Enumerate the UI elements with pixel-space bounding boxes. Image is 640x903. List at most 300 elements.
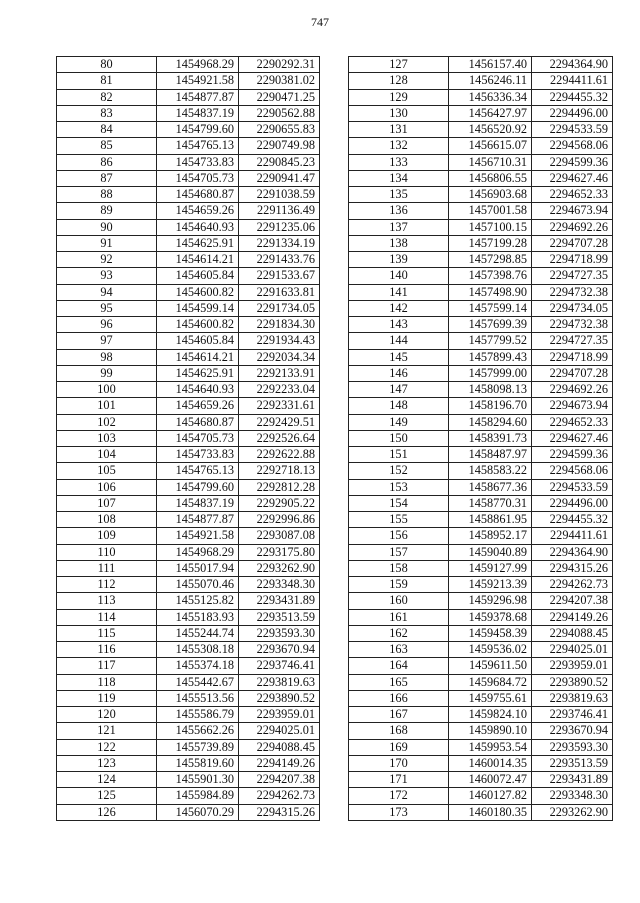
y-coordinate-cell: 2294533.59 xyxy=(532,122,613,138)
x-coordinate-cell: 1455125.82 xyxy=(157,593,239,609)
x-coordinate-cell: 1454605.84 xyxy=(157,268,239,284)
y-coordinate-cell: 2291038.59 xyxy=(239,187,320,203)
y-coordinate-cell: 2294727.35 xyxy=(532,333,613,349)
y-coordinate-cell: 2293890.52 xyxy=(532,674,613,690)
table-row xyxy=(57,398,320,414)
table-row xyxy=(349,772,613,788)
y-coordinate-cell: 2294718.99 xyxy=(532,252,613,268)
y-coordinate-cell: 2294411.61 xyxy=(532,528,613,544)
table-row xyxy=(349,707,613,723)
x-coordinate-cell: 1454705.73 xyxy=(157,170,239,186)
x-coordinate-cell: 1454680.87 xyxy=(157,414,239,430)
table-row xyxy=(349,73,613,89)
y-coordinate-cell: 2292526.64 xyxy=(239,430,320,446)
x-coordinate-cell: 1459824.10 xyxy=(449,707,532,723)
table-row xyxy=(349,382,613,398)
table-row xyxy=(57,73,320,89)
x-coordinate-cell: 1457298.85 xyxy=(449,252,532,268)
table-row xyxy=(57,284,320,300)
y-coordinate-cell: 2293348.30 xyxy=(239,577,320,593)
x-coordinate-cell: 1454659.26 xyxy=(157,398,239,414)
point-number-cell: 154 xyxy=(349,495,449,511)
x-coordinate-cell: 1455586.79 xyxy=(157,707,239,723)
y-coordinate-cell: 2294652.33 xyxy=(532,187,613,203)
x-coordinate-cell: 1454877.87 xyxy=(157,89,239,105)
point-number-cell: 162 xyxy=(349,625,449,641)
y-coordinate-cell: 2294599.36 xyxy=(532,154,613,170)
y-coordinate-cell: 2291633.81 xyxy=(239,284,320,300)
x-coordinate-cell: 1459755.61 xyxy=(449,690,532,706)
y-coordinate-cell: 2290292.31 xyxy=(239,57,320,73)
y-coordinate-cell: 2294411.61 xyxy=(532,73,613,89)
table-row xyxy=(349,122,613,138)
y-coordinate-cell: 2292718.13 xyxy=(239,463,320,479)
x-coordinate-cell: 1457199.28 xyxy=(449,235,532,251)
point-number-cell: 107 xyxy=(57,495,157,511)
table-row xyxy=(57,382,320,398)
table-row xyxy=(57,187,320,203)
table-row xyxy=(349,642,613,658)
point-number-cell: 101 xyxy=(57,398,157,414)
table-row xyxy=(349,544,613,560)
x-coordinate-cell: 1455662.26 xyxy=(157,723,239,739)
point-number-cell: 155 xyxy=(349,512,449,528)
y-coordinate-cell: 2290471.25 xyxy=(239,89,320,105)
y-coordinate-cell: 2293890.52 xyxy=(239,690,320,706)
y-coordinate-cell: 2294692.26 xyxy=(532,382,613,398)
x-coordinate-cell: 1454837.19 xyxy=(157,495,239,511)
x-coordinate-cell: 1460180.35 xyxy=(449,804,532,820)
x-coordinate-cell: 1455901.30 xyxy=(157,772,239,788)
point-number-cell: 152 xyxy=(349,463,449,479)
point-number-cell: 163 xyxy=(349,642,449,658)
x-coordinate-cell: 1455513.56 xyxy=(157,690,239,706)
y-coordinate-cell: 2294673.94 xyxy=(532,398,613,414)
table-row xyxy=(57,122,320,138)
point-number-cell: 125 xyxy=(57,788,157,804)
x-coordinate-cell: 1454640.93 xyxy=(157,382,239,398)
y-coordinate-cell: 2293087.08 xyxy=(239,528,320,544)
table-row xyxy=(57,788,320,804)
table-row xyxy=(57,268,320,284)
point-number-cell: 146 xyxy=(349,365,449,381)
point-number-cell: 123 xyxy=(57,755,157,771)
x-coordinate-cell: 1458861.95 xyxy=(449,512,532,528)
x-coordinate-cell: 1455442.67 xyxy=(157,674,239,690)
x-coordinate-cell: 1454733.83 xyxy=(157,447,239,463)
y-coordinate-cell: 2293431.89 xyxy=(239,593,320,609)
table-row xyxy=(57,105,320,121)
point-number-cell: 173 xyxy=(349,804,449,820)
point-number-cell: 133 xyxy=(349,154,449,170)
table-row xyxy=(349,658,613,674)
point-number-cell: 116 xyxy=(57,642,157,658)
table-row xyxy=(349,333,613,349)
y-coordinate-cell: 2291334.19 xyxy=(239,235,320,251)
table-row xyxy=(57,577,320,593)
table-row xyxy=(349,398,613,414)
x-coordinate-cell: 1455819.60 xyxy=(157,755,239,771)
point-number-cell: 89 xyxy=(57,203,157,219)
table-row xyxy=(349,463,613,479)
table-row xyxy=(57,57,320,73)
y-coordinate-cell: 2293959.01 xyxy=(532,658,613,674)
table-row xyxy=(349,447,613,463)
point-number-cell: 159 xyxy=(349,577,449,593)
point-number-cell: 156 xyxy=(349,528,449,544)
x-coordinate-cell: 1454659.26 xyxy=(157,203,239,219)
x-coordinate-cell: 1459890.10 xyxy=(449,723,532,739)
y-coordinate-cell: 2294149.26 xyxy=(532,609,613,625)
y-coordinate-cell: 2293175.80 xyxy=(239,544,320,560)
y-coordinate-cell: 2292812.28 xyxy=(239,479,320,495)
table-row xyxy=(349,495,613,511)
point-number-cell: 147 xyxy=(349,382,449,398)
table-row xyxy=(57,658,320,674)
table-row xyxy=(349,105,613,121)
table-row xyxy=(57,365,320,381)
x-coordinate-cell: 1454837.19 xyxy=(157,105,239,121)
x-coordinate-cell: 1454625.91 xyxy=(157,365,239,381)
x-coordinate-cell: 1455984.89 xyxy=(157,788,239,804)
x-coordinate-cell: 1459213.39 xyxy=(449,577,532,593)
point-number-cell: 148 xyxy=(349,398,449,414)
table-row xyxy=(57,772,320,788)
x-coordinate-cell: 1457999.00 xyxy=(449,365,532,381)
point-number-cell: 137 xyxy=(349,219,449,235)
x-coordinate-cell: 1458770.31 xyxy=(449,495,532,511)
x-coordinate-cell: 1454599.14 xyxy=(157,300,239,316)
page-number: 747 xyxy=(311,15,329,29)
table-row xyxy=(349,187,613,203)
table-row xyxy=(57,495,320,511)
point-number-cell: 110 xyxy=(57,544,157,560)
y-coordinate-cell: 2294673.94 xyxy=(532,203,613,219)
y-coordinate-cell: 2291934.43 xyxy=(239,333,320,349)
x-coordinate-cell: 1460014.35 xyxy=(449,755,532,771)
point-number-cell: 165 xyxy=(349,674,449,690)
x-coordinate-cell: 1459611.50 xyxy=(449,658,532,674)
x-coordinate-cell: 1459040.89 xyxy=(449,544,532,560)
y-coordinate-cell: 2293262.90 xyxy=(532,804,613,820)
y-coordinate-cell: 2293593.30 xyxy=(239,625,320,641)
x-coordinate-cell: 1454614.21 xyxy=(157,252,239,268)
x-coordinate-cell: 1460127.82 xyxy=(449,788,532,804)
table-row xyxy=(349,577,613,593)
point-number-cell: 99 xyxy=(57,365,157,381)
table-row xyxy=(57,674,320,690)
x-coordinate-cell: 1457001.58 xyxy=(449,203,532,219)
table-row xyxy=(57,430,320,446)
table-row xyxy=(349,414,613,430)
table-row xyxy=(57,609,320,625)
table-row xyxy=(57,203,320,219)
y-coordinate-cell: 2291136.49 xyxy=(239,203,320,219)
y-coordinate-cell: 2294496.00 xyxy=(532,495,613,511)
table-row xyxy=(349,593,613,609)
table-row xyxy=(349,739,613,755)
point-number-cell: 82 xyxy=(57,89,157,105)
x-coordinate-cell: 1454799.60 xyxy=(157,479,239,495)
y-coordinate-cell: 2294568.06 xyxy=(532,463,613,479)
point-number-cell: 171 xyxy=(349,772,449,788)
point-number-cell: 108 xyxy=(57,512,157,528)
table-row xyxy=(57,642,320,658)
x-coordinate-cell: 1454625.91 xyxy=(157,235,239,251)
x-coordinate-cell: 1456903.68 xyxy=(449,187,532,203)
x-coordinate-cell: 1455017.94 xyxy=(157,560,239,576)
point-number-cell: 139 xyxy=(349,252,449,268)
y-coordinate-cell: 2294692.26 xyxy=(532,219,613,235)
table-row xyxy=(349,300,613,316)
point-number-cell: 120 xyxy=(57,707,157,723)
y-coordinate-cell: 2290845.23 xyxy=(239,154,320,170)
x-coordinate-cell: 1458196.70 xyxy=(449,398,532,414)
point-number-cell: 80 xyxy=(57,57,157,73)
table-row xyxy=(57,219,320,235)
y-coordinate-cell: 2291235.06 xyxy=(239,219,320,235)
table-row xyxy=(57,804,320,820)
table-row xyxy=(57,560,320,576)
table-row xyxy=(349,690,613,706)
y-coordinate-cell: 2290749.98 xyxy=(239,138,320,154)
point-number-cell: 86 xyxy=(57,154,157,170)
y-coordinate-cell: 2293593.30 xyxy=(532,739,613,755)
x-coordinate-cell: 1454600.82 xyxy=(157,317,239,333)
x-coordinate-cell: 1456157.40 xyxy=(449,57,532,73)
table-row xyxy=(349,138,613,154)
table-row xyxy=(57,333,320,349)
x-coordinate-cell: 1455070.46 xyxy=(157,577,239,593)
x-coordinate-cell: 1460072.47 xyxy=(449,772,532,788)
table-row xyxy=(57,252,320,268)
point-number-cell: 91 xyxy=(57,235,157,251)
point-number-cell: 117 xyxy=(57,658,157,674)
table-row xyxy=(349,268,613,284)
y-coordinate-cell: 2294707.28 xyxy=(532,365,613,381)
y-coordinate-cell: 2294262.73 xyxy=(532,577,613,593)
x-coordinate-cell: 1454733.83 xyxy=(157,154,239,170)
y-coordinate-cell: 2294707.28 xyxy=(532,235,613,251)
point-number-cell: 168 xyxy=(349,723,449,739)
table-row xyxy=(57,463,320,479)
table-row xyxy=(57,690,320,706)
x-coordinate-cell: 1457599.14 xyxy=(449,300,532,316)
table-row xyxy=(57,138,320,154)
table-row xyxy=(349,755,613,771)
x-coordinate-cell: 1456336.34 xyxy=(449,89,532,105)
x-coordinate-cell: 1456520.92 xyxy=(449,122,532,138)
y-coordinate-cell: 2292622.88 xyxy=(239,447,320,463)
point-number-cell: 145 xyxy=(349,349,449,365)
point-number-cell: 103 xyxy=(57,430,157,446)
x-coordinate-cell: 1457100.15 xyxy=(449,219,532,235)
table-row xyxy=(349,625,613,641)
table-row xyxy=(57,154,320,170)
y-coordinate-cell: 2294727.35 xyxy=(532,268,613,284)
x-coordinate-cell: 1458391.73 xyxy=(449,430,532,446)
table-row xyxy=(349,479,613,495)
point-number-cell: 134 xyxy=(349,170,449,186)
x-coordinate-cell: 1454799.60 xyxy=(157,122,239,138)
point-number-cell: 87 xyxy=(57,170,157,186)
y-coordinate-cell: 2293670.94 xyxy=(532,723,613,739)
point-number-cell: 135 xyxy=(349,187,449,203)
y-coordinate-cell: 2293513.59 xyxy=(532,755,613,771)
y-coordinate-cell: 2294732.38 xyxy=(532,284,613,300)
table-row xyxy=(349,219,613,235)
point-number-cell: 169 xyxy=(349,739,449,755)
y-coordinate-cell: 2294364.90 xyxy=(532,57,613,73)
y-coordinate-cell: 2294455.32 xyxy=(532,512,613,528)
y-coordinate-cell: 2291533.67 xyxy=(239,268,320,284)
x-coordinate-cell: 1454968.29 xyxy=(157,544,239,560)
y-coordinate-cell: 2293431.89 xyxy=(532,772,613,788)
table-row xyxy=(57,755,320,771)
y-coordinate-cell: 2292233.04 xyxy=(239,382,320,398)
x-coordinate-cell: 1459953.54 xyxy=(449,739,532,755)
y-coordinate-cell: 2294627.46 xyxy=(532,430,613,446)
x-coordinate-cell: 1455183.93 xyxy=(157,609,239,625)
y-coordinate-cell: 2294568.06 xyxy=(532,138,613,154)
point-number-cell: 98 xyxy=(57,349,157,365)
y-coordinate-cell: 2292905.22 xyxy=(239,495,320,511)
point-number-cell: 90 xyxy=(57,219,157,235)
y-coordinate-cell: 2294315.26 xyxy=(239,804,320,820)
table-row xyxy=(57,723,320,739)
point-number-cell: 132 xyxy=(349,138,449,154)
table-row xyxy=(57,447,320,463)
x-coordinate-cell: 1459536.02 xyxy=(449,642,532,658)
point-number-cell: 172 xyxy=(349,788,449,804)
y-coordinate-cell: 2294599.36 xyxy=(532,447,613,463)
table-row xyxy=(349,284,613,300)
point-number-cell: 161 xyxy=(349,609,449,625)
point-number-cell: 122 xyxy=(57,739,157,755)
x-coordinate-cell: 1454614.21 xyxy=(157,349,239,365)
point-number-cell: 100 xyxy=(57,382,157,398)
table-row xyxy=(349,674,613,690)
point-number-cell: 102 xyxy=(57,414,157,430)
table-row xyxy=(57,625,320,641)
point-number-cell: 114 xyxy=(57,609,157,625)
point-number-cell: 83 xyxy=(57,105,157,121)
x-coordinate-cell: 1455739.89 xyxy=(157,739,239,755)
point-number-cell: 111 xyxy=(57,560,157,576)
point-number-cell: 126 xyxy=(57,804,157,820)
point-number-cell: 130 xyxy=(349,105,449,121)
point-number-cell: 151 xyxy=(349,447,449,463)
table-row xyxy=(57,544,320,560)
point-number-cell: 119 xyxy=(57,690,157,706)
y-coordinate-cell: 2293746.41 xyxy=(239,658,320,674)
point-number-cell: 84 xyxy=(57,122,157,138)
point-number-cell: 131 xyxy=(349,122,449,138)
x-coordinate-cell: 1458952.17 xyxy=(449,528,532,544)
point-number-cell: 142 xyxy=(349,300,449,316)
point-number-cell: 158 xyxy=(349,560,449,576)
point-number-cell: 166 xyxy=(349,690,449,706)
y-coordinate-cell: 2293513.59 xyxy=(239,609,320,625)
point-number-cell: 97 xyxy=(57,333,157,349)
point-number-cell: 106 xyxy=(57,479,157,495)
point-number-cell: 141 xyxy=(349,284,449,300)
y-coordinate-cell: 2292331.61 xyxy=(239,398,320,414)
x-coordinate-cell: 1456246.11 xyxy=(449,73,532,89)
point-number-cell: 167 xyxy=(349,707,449,723)
x-coordinate-cell: 1456806.55 xyxy=(449,170,532,186)
y-coordinate-cell: 2294025.01 xyxy=(239,723,320,739)
table-row xyxy=(57,235,320,251)
y-coordinate-cell: 2294207.38 xyxy=(239,772,320,788)
point-number-cell: 170 xyxy=(349,755,449,771)
x-coordinate-cell: 1457899.43 xyxy=(449,349,532,365)
table-row xyxy=(349,788,613,804)
y-coordinate-cell: 2290381.02 xyxy=(239,73,320,89)
x-coordinate-cell: 1457699.39 xyxy=(449,317,532,333)
x-coordinate-cell: 1457799.52 xyxy=(449,333,532,349)
x-coordinate-cell: 1454680.87 xyxy=(157,187,239,203)
table-row xyxy=(349,317,613,333)
x-coordinate-cell: 1456427.97 xyxy=(449,105,532,121)
y-coordinate-cell: 2294533.59 xyxy=(532,479,613,495)
y-coordinate-cell: 2291433.76 xyxy=(239,252,320,268)
table-row xyxy=(349,804,613,820)
x-coordinate-cell: 1454640.93 xyxy=(157,219,239,235)
point-number-cell: 160 xyxy=(349,593,449,609)
table-row xyxy=(349,512,613,528)
point-number-cell: 149 xyxy=(349,414,449,430)
point-number-cell: 164 xyxy=(349,658,449,674)
x-coordinate-cell: 1454877.87 xyxy=(157,512,239,528)
point-number-cell: 94 xyxy=(57,284,157,300)
x-coordinate-cell: 1455244.74 xyxy=(157,625,239,641)
table-row xyxy=(349,609,613,625)
table-row xyxy=(349,57,613,73)
y-coordinate-cell: 2292133.91 xyxy=(239,365,320,381)
x-coordinate-cell: 1456710.31 xyxy=(449,154,532,170)
x-coordinate-cell: 1458583.22 xyxy=(449,463,532,479)
table-row xyxy=(57,349,320,365)
x-coordinate-cell: 1457498.90 xyxy=(449,284,532,300)
y-coordinate-cell: 2294207.38 xyxy=(532,593,613,609)
x-coordinate-cell: 1459378.68 xyxy=(449,609,532,625)
point-number-cell: 109 xyxy=(57,528,157,544)
table-row xyxy=(57,739,320,755)
point-number-cell: 115 xyxy=(57,625,157,641)
table-row xyxy=(349,560,613,576)
y-coordinate-cell: 2293670.94 xyxy=(239,642,320,658)
x-coordinate-cell: 1454600.82 xyxy=(157,284,239,300)
table-row xyxy=(349,154,613,170)
point-number-cell: 136 xyxy=(349,203,449,219)
point-number-cell: 118 xyxy=(57,674,157,690)
x-coordinate-cell: 1455374.18 xyxy=(157,658,239,674)
point-number-cell: 138 xyxy=(349,235,449,251)
point-number-cell: 104 xyxy=(57,447,157,463)
point-number-cell: 140 xyxy=(349,268,449,284)
table-row xyxy=(57,317,320,333)
y-coordinate-cell: 2294455.32 xyxy=(532,89,613,105)
x-coordinate-cell: 1458677.36 xyxy=(449,479,532,495)
y-coordinate-cell: 2293262.90 xyxy=(239,560,320,576)
point-number-cell: 113 xyxy=(57,593,157,609)
table-row xyxy=(57,479,320,495)
y-coordinate-cell: 2294496.00 xyxy=(532,105,613,121)
point-number-cell: 96 xyxy=(57,317,157,333)
y-coordinate-cell: 2292429.51 xyxy=(239,414,320,430)
y-coordinate-cell: 2294627.46 xyxy=(532,170,613,186)
